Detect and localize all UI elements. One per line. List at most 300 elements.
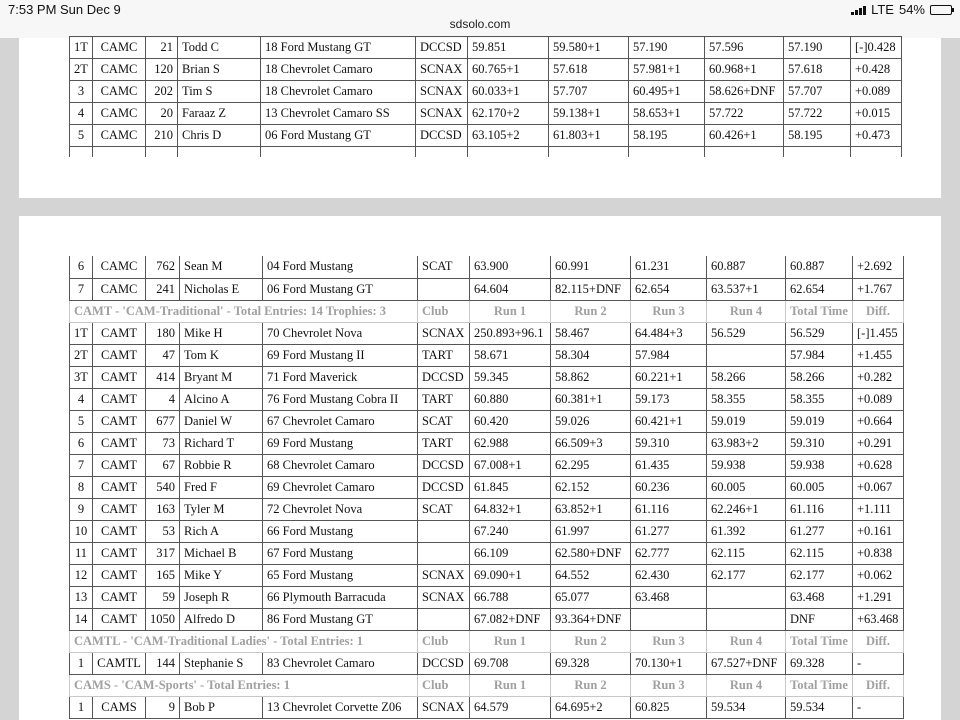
table-cell: 57.618 [549, 59, 629, 81]
table-cell: 60.880 [470, 388, 551, 410]
table-cell: 762 [146, 256, 180, 278]
table-cell: +0.838 [853, 542, 904, 564]
table-cell: 47 [146, 344, 180, 366]
table-row [70, 498, 904, 520]
table-cell [784, 147, 851, 157]
table-cell: +1.455 [853, 344, 904, 366]
table-cell: 60.420 [470, 410, 551, 432]
table-cell: 2T [70, 59, 93, 81]
table-cell [707, 344, 786, 366]
table-cell: 67.240 [470, 520, 551, 542]
table-cell: 11 [70, 542, 93, 564]
table-cell: 120 [146, 59, 178, 81]
table-cell: 53 [146, 520, 180, 542]
table-cell: 61.277 [786, 520, 853, 542]
table-cell: CAMTL [93, 652, 146, 674]
table-cell: 60.005 [707, 476, 786, 498]
table-cell: CAMT [93, 498, 146, 520]
table-cell: CAMT [93, 586, 146, 608]
table-cell: +0.291 [853, 432, 904, 454]
table-cell: +0.089 [851, 81, 902, 103]
table-cell: CAMT [93, 454, 146, 476]
table-cell: 9 [70, 498, 93, 520]
table-cell: 56.529 [707, 322, 786, 344]
table-cell: 61.392 [707, 520, 786, 542]
table-cell: DCCSD [416, 37, 468, 59]
table-cell: 13 Chevrolet Corvette Z06 [263, 696, 418, 718]
table-cell: 62.654 [786, 278, 853, 300]
table-cell: 69.708 [470, 652, 551, 674]
table-cell: 76 Ford Mustang Cobra II [263, 388, 418, 410]
table-cell: 64.484+3 [631, 322, 707, 344]
table-cell: 57.984 [786, 344, 853, 366]
results-table-page-1 [69, 36, 902, 157]
table-cell: 58.195 [784, 125, 851, 147]
table-cell: 18 Ford Mustang GT [261, 37, 416, 59]
table-cell: 62.177 [707, 564, 786, 586]
table-cell: +0.161 [853, 520, 904, 542]
table-cell: +0.089 [853, 388, 904, 410]
table-cell [146, 147, 178, 157]
table-cell: 60.887 [707, 256, 786, 278]
table-cell: Richard T [180, 432, 263, 454]
table-cell: 59.026 [551, 410, 631, 432]
table-cell: 62.177 [786, 564, 853, 586]
table-cell: 12 [70, 564, 93, 586]
table-cell: 62.777 [631, 542, 707, 564]
table-cell [261, 147, 416, 157]
table-cell: Tom K [180, 344, 263, 366]
table-cell: CAMC [93, 37, 146, 59]
header-run4: Run 4 [707, 300, 786, 322]
table-cell: Nicholas E [180, 278, 263, 300]
table-cell: 414 [146, 366, 180, 388]
table-cell: CAMC [93, 278, 146, 300]
table-cell: 10 [70, 520, 93, 542]
table-cell: SCNAX [418, 322, 470, 344]
table-cell: Bryant M [180, 366, 263, 388]
document-page-2 [19, 216, 941, 720]
header-diff: Diff. [853, 630, 904, 652]
table-cell: 63.900 [470, 256, 551, 278]
table-cell: Sean M [180, 256, 263, 278]
table-cell: +1.291 [853, 586, 904, 608]
table-cell [70, 147, 93, 157]
table-cell: 60.887 [786, 256, 853, 278]
table-cell: 66 Ford Mustang [263, 520, 418, 542]
table-cell: 18 Chevrolet Camaro [261, 59, 416, 81]
table-cell: 69 Ford Mustang [263, 432, 418, 454]
table-cell: 4 [146, 388, 180, 410]
table-cell: 57.190 [629, 37, 705, 59]
table-cell: 8 [70, 476, 93, 498]
table-cell: 60.991 [551, 256, 631, 278]
table-cell: 57.190 [784, 37, 851, 59]
table-cell: CAMT [93, 388, 146, 410]
address-bar-url[interactable]: sdsolo.com [449, 17, 511, 31]
table-cell: 61.997 [551, 520, 631, 542]
table-cell: +0.428 [851, 59, 902, 81]
table-cell: 71 Ford Maverick [263, 366, 418, 388]
table-cell: TART [418, 388, 470, 410]
table-cell: 69 Chevrolet Camaro [263, 476, 418, 498]
table-cell: 58.355 [786, 388, 853, 410]
table-cell: CAMT [93, 322, 146, 344]
table-cell: 241 [146, 278, 180, 300]
table-cell: 63.105+2 [468, 125, 549, 147]
table-cell: CAMT [93, 520, 146, 542]
table-cell: 6 [70, 256, 93, 278]
table-cell: 62.152 [551, 476, 631, 498]
table-cell: Brian S [178, 59, 261, 81]
table-cell: 62.246+1 [707, 498, 786, 520]
table-cell [707, 608, 786, 630]
table-cell [416, 147, 468, 157]
table-row [70, 322, 904, 344]
table-row [70, 564, 904, 586]
table-row [70, 586, 904, 608]
table-cell: +0.628 [853, 454, 904, 476]
table-cell: 1050 [146, 608, 180, 630]
table-cell: 3T [70, 366, 93, 388]
table-cell: 58.266 [707, 366, 786, 388]
table-cell: SCAT [418, 410, 470, 432]
table-cell [631, 608, 707, 630]
class-header-title: CAMS - 'CAM-Sports' - Total Entries: 1 [70, 674, 418, 696]
table-cell: DCCSD [416, 125, 468, 147]
table-cell [851, 147, 902, 157]
table-cell: 69.328 [786, 652, 853, 674]
table-cell: 317 [146, 542, 180, 564]
table-cell: 62.580+DNF [551, 542, 631, 564]
table-cell: 66 Plymouth Barracuda [263, 586, 418, 608]
table-cell: CAMC [93, 81, 146, 103]
status-bar [0, 0, 960, 38]
table-cell: 57.707 [549, 81, 629, 103]
table-row [70, 696, 904, 718]
table-cell: CAMT [93, 542, 146, 564]
table-cell: CAMC [93, 103, 146, 125]
class-header-cams [70, 674, 904, 696]
header-run4: Run 4 [707, 630, 786, 652]
table-cell: 73 [146, 432, 180, 454]
table-cell: Alcino A [180, 388, 263, 410]
table-cell: - [853, 652, 904, 674]
table-cell: 70 Chevrolet Nova [263, 322, 418, 344]
class-header-camtl [70, 630, 904, 652]
document-page-1 [19, 38, 941, 198]
class-header-title: CAMTL - 'CAM-Traditional Ladies' - Total Entries: 1 [70, 630, 418, 652]
table-cell: 57.722 [784, 103, 851, 125]
table-cell: TART [418, 344, 470, 366]
table-cell: Tyler M [180, 498, 263, 520]
table-row [70, 256, 904, 278]
table-cell: 63.983+2 [707, 432, 786, 454]
table-cell: [-]1.455 [853, 322, 904, 344]
table-cell: 59.534 [786, 696, 853, 718]
table-cell: 72 Chevrolet Nova [263, 498, 418, 520]
table-cell: 64.552 [551, 564, 631, 586]
table-cell [629, 147, 705, 157]
header-run4: Run 4 [707, 674, 786, 696]
table-cell: 83 Chevrolet Camaro [263, 652, 418, 674]
table-cell: 250.893+96.1 [470, 322, 551, 344]
table-cell: 69.090+1 [470, 564, 551, 586]
table-cell: +1.111 [853, 498, 904, 520]
table-cell: +2.692 [853, 256, 904, 278]
table-cell: +0.062 [853, 564, 904, 586]
table-cell: 59.345 [470, 366, 551, 388]
table-cell: 60.421+1 [631, 410, 707, 432]
table-cell: 144 [146, 652, 180, 674]
table-cell: 63.468 [786, 586, 853, 608]
table-cell: CAMT [93, 344, 146, 366]
table-cell: 82.115+DNF [551, 278, 631, 300]
table-cell: 57.722 [705, 103, 784, 125]
table-cell: Todd C [178, 37, 261, 59]
table-cell: 9 [146, 696, 180, 718]
table-cell: CAMT [93, 366, 146, 388]
header-run1: Run 1 [470, 300, 551, 322]
table-cell: CAMT [93, 432, 146, 454]
table-cell: CAMC [93, 125, 146, 147]
table-cell: 58.626+DNF [705, 81, 784, 103]
table-cell: 67.527+DNF [707, 652, 786, 674]
table-cell: 67 Ford Mustang [263, 542, 418, 564]
table-cell: 4 [70, 388, 93, 410]
table-cell: 62.654 [631, 278, 707, 300]
table-cell: Alfredo D [180, 608, 263, 630]
table-cell: 63.468 [631, 586, 707, 608]
table-cell: 5 [70, 125, 93, 147]
table-cell: TART [418, 432, 470, 454]
table-cell: 2T [70, 344, 93, 366]
table-cell: 163 [146, 498, 180, 520]
table-cell: 63.537+1 [707, 278, 786, 300]
table-cell: 93.364+DNF [551, 608, 631, 630]
table-cell: DCCSD [418, 476, 470, 498]
table-row [70, 542, 904, 564]
table-cell: 67.008+1 [470, 454, 551, 476]
table-cell: 66.109 [470, 542, 551, 564]
table-cell: 1 [70, 696, 93, 718]
table-cell: 59.019 [786, 410, 853, 432]
table-cell: 61.231 [631, 256, 707, 278]
table-cell [93, 147, 146, 157]
table-cell: +0.282 [853, 366, 904, 388]
table-cell: DCCSD [418, 366, 470, 388]
table-cell: +0.473 [851, 125, 902, 147]
table-cell: Bob P [180, 696, 263, 718]
table-cell: 60.825 [631, 696, 707, 718]
table-cell: SCNAX [418, 696, 470, 718]
table-cell: 64.579 [470, 696, 551, 718]
table-cell: +0.664 [853, 410, 904, 432]
table-cell [549, 147, 629, 157]
table-cell: 59.138+1 [549, 103, 629, 125]
table-row [70, 454, 904, 476]
table-cell: Tim S [178, 81, 261, 103]
table-cell: 58.266 [786, 366, 853, 388]
table-cell: 677 [146, 410, 180, 432]
table-row [70, 410, 904, 432]
table-cell: 60.765+1 [468, 59, 549, 81]
table-cell: 6 [70, 432, 93, 454]
table-cell: 59.851 [468, 37, 549, 59]
table-cell: +63.468 [853, 608, 904, 630]
table-cell [707, 586, 786, 608]
table-cell: 69.328 [551, 652, 631, 674]
table-cell: 58.355 [707, 388, 786, 410]
table-cell: 60.033+1 [468, 81, 549, 103]
table-row [70, 344, 904, 366]
table-cell: 5 [70, 410, 93, 432]
table-cell: SCNAX [418, 586, 470, 608]
table-cell: 4 [70, 103, 93, 125]
table-cell: 61.845 [470, 476, 551, 498]
table-cell: 7 [70, 454, 93, 476]
table-cell: 60.005 [786, 476, 853, 498]
header-run3: Run 3 [631, 300, 707, 322]
table-cell: 06 Ford Mustang GT [261, 125, 416, 147]
table-cell: +0.015 [851, 103, 902, 125]
table-cell: Stephanie S [180, 652, 263, 674]
table-cell: 67 Chevrolet Camaro [263, 410, 418, 432]
table-cell: Faraaz Z [178, 103, 261, 125]
table-cell: Chris D [178, 125, 261, 147]
table-cell [418, 608, 470, 630]
table-cell: 61.116 [786, 498, 853, 520]
table-cell: 60.236 [631, 476, 707, 498]
table-cell: 1T [70, 37, 93, 59]
table-cell: 21 [146, 37, 178, 59]
table-cell: 62.295 [551, 454, 631, 476]
table-row [70, 125, 902, 147]
table-cell: Fred F [180, 476, 263, 498]
table-cell: Robbie R [180, 454, 263, 476]
header-total-time: Total Time [786, 674, 853, 696]
table-cell: SCAT [418, 498, 470, 520]
table-cell: 62.988 [470, 432, 551, 454]
table-cell: 61.435 [631, 454, 707, 476]
table-cell: CAMS [93, 696, 146, 718]
table-cell [418, 520, 470, 542]
header-total-time: Total Time [786, 630, 853, 652]
table-cell: 59.938 [786, 454, 853, 476]
header-run1: Run 1 [470, 674, 551, 696]
table-cell [705, 147, 784, 157]
results-table-page-2 [69, 256, 904, 719]
table-cell: 70.130+1 [631, 652, 707, 674]
table-row [70, 103, 902, 125]
table-cell: 64.604 [470, 278, 551, 300]
table-cell: 57.618 [784, 59, 851, 81]
signal-strength-icon [851, 5, 866, 15]
table-cell: 67 [146, 454, 180, 476]
table-cell: SCNAX [416, 81, 468, 103]
table-cell: 59.173 [631, 388, 707, 410]
table-cell: SCNAX [416, 59, 468, 81]
table-row [70, 432, 904, 454]
table-cell: 13 Chevrolet Camaro SS [261, 103, 416, 125]
table-cell: 61.116 [631, 498, 707, 520]
table-cell: 58.862 [551, 366, 631, 388]
table-cell: 61.277 [631, 520, 707, 542]
table-cell: 62.115 [786, 542, 853, 564]
table-cell: DCCSD [418, 652, 470, 674]
table-row [70, 476, 904, 498]
table-cell: 62.170+2 [468, 103, 549, 125]
table-cell: 1T [70, 322, 93, 344]
table-cell: 13 [70, 586, 93, 608]
header-club: Club [418, 630, 470, 652]
header-run2: Run 2 [551, 630, 631, 652]
table-cell: 60.221+1 [631, 366, 707, 388]
battery-icon [930, 5, 952, 15]
header-run3: Run 3 [631, 674, 707, 696]
table-cell: +0.067 [853, 476, 904, 498]
header-run3: Run 3 [631, 630, 707, 652]
table-row [70, 59, 902, 81]
table-cell: 65 Ford Mustang [263, 564, 418, 586]
table-cell: 60.495+1 [629, 81, 705, 103]
table-row [70, 37, 902, 59]
table-cell: 61.803+1 [549, 125, 629, 147]
table-cell: Michael B [180, 542, 263, 564]
table-cell: 1 [70, 652, 93, 674]
table-cell: 59.310 [631, 432, 707, 454]
table-cell: 59.310 [786, 432, 853, 454]
header-run2: Run 2 [551, 674, 631, 696]
table-cell: 540 [146, 476, 180, 498]
table-cell: 59.534 [707, 696, 786, 718]
table-cell: CAMT [93, 608, 146, 630]
header-run1: Run 1 [470, 630, 551, 652]
table-row [70, 388, 904, 410]
status-date: Sun Dec 9 [60, 2, 121, 17]
header-club: Club [418, 300, 470, 322]
table-cell: SCNAX [416, 103, 468, 125]
table-cell: 58.304 [551, 344, 631, 366]
header-diff: Diff. [853, 300, 904, 322]
table-cell [178, 147, 261, 157]
table-cell: 57.984 [631, 344, 707, 366]
table-cell: Daniel W [180, 410, 263, 432]
table-cell: 57.707 [784, 81, 851, 103]
table-cell: 62.115 [707, 542, 786, 564]
table-cell: Mike H [180, 322, 263, 344]
table-cell: 69 Ford Mustang II [263, 344, 418, 366]
table-cell: 202 [146, 81, 178, 103]
table-cell: 60.968+1 [705, 59, 784, 81]
table-cell: 7 [70, 278, 93, 300]
table-cell: 06 Ford Mustang GT [263, 278, 418, 300]
table-cell: 63.852+1 [551, 498, 631, 520]
table-cell: CAMC [93, 59, 146, 81]
table-cell: 56.529 [786, 322, 853, 344]
header-run2: Run 2 [551, 300, 631, 322]
table-cell [418, 542, 470, 564]
header-total-time: Total Time [786, 300, 853, 322]
status-time: 7:53 PM [8, 2, 57, 17]
table-cell: 59 [146, 586, 180, 608]
table-cell: 59.580+1 [549, 37, 629, 59]
table-cell: SCAT [418, 256, 470, 278]
table-cell: 60.381+1 [551, 388, 631, 410]
class-header-title: CAMT - 'CAM-Traditional' - Total Entries: 14 Trophies: 3 [70, 300, 418, 322]
table-cell: 67.082+DNF [470, 608, 551, 630]
table-cell: CAMC [93, 256, 146, 278]
